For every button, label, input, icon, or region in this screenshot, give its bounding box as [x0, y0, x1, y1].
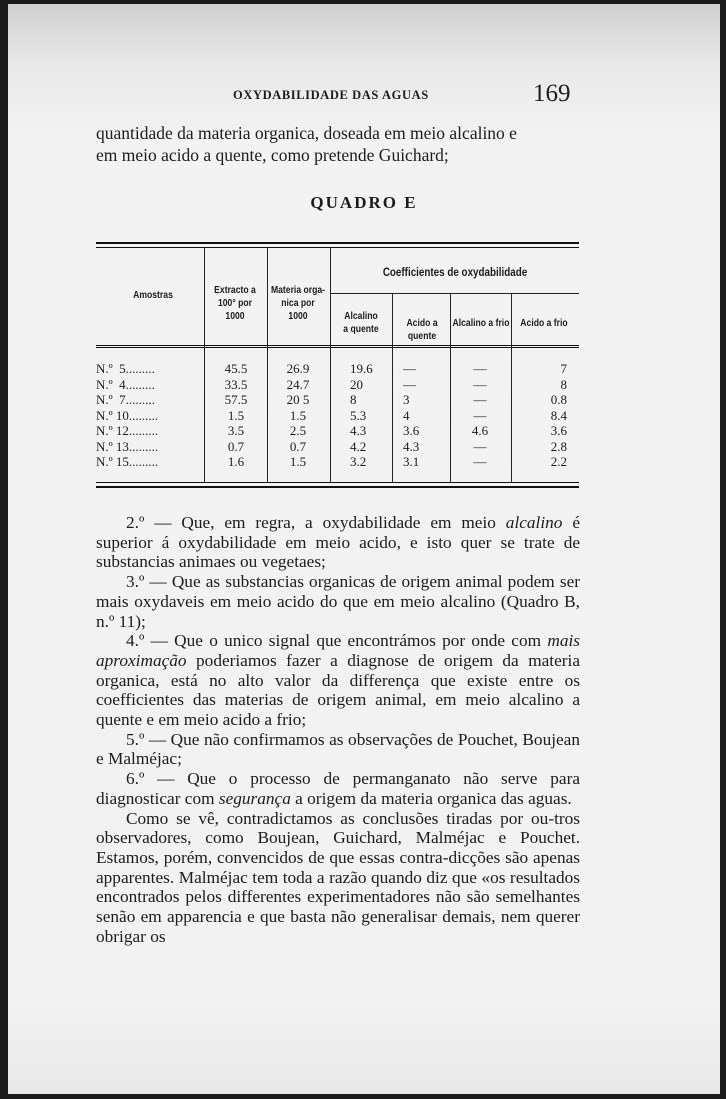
- cell-alcalino-quente: 4.3: [350, 423, 367, 438]
- cell-extracto: 1.6: [227, 454, 245, 469]
- column-alcalino-frio: [460, 361, 500, 470]
- header-coefficientes: Coefficientes de oxydabilidade: [382, 265, 528, 279]
- text-span: 6.º — Que o processo de permanganato não serve para: [126, 769, 580, 789]
- table-bottom-rule-thin: [96, 482, 579, 483]
- header-amostras: Amostras: [133, 289, 173, 301]
- table-header-rule: [96, 345, 579, 346]
- text-span: ser mais oxydaveis em meio acido do que em meio alcalino: [96, 572, 580, 611]
- cell-amostra: N.º 13.........: [96, 438, 159, 454]
- column-divider: [330, 248, 331, 482]
- cell-amostra: N.º 12.........: [96, 423, 159, 438]
- paragraph-5: [96, 730, 580, 769]
- text-span: diagnosticar com: [96, 788, 219, 808]
- cell-amostra: N.º 7.........: [96, 392, 155, 407]
- cell-extracto: 45.5: [224, 361, 248, 376]
- text-span: tros observadores, como Boujean, Guichard, Malméjac e: [96, 808, 580, 848]
- cell-materia: 26.9: [286, 361, 310, 376]
- column-acido-frio: [523, 361, 567, 470]
- cell-acido-frio: 3.6: [550, 423, 567, 438]
- cell-alcalino-frio: —: [473, 392, 487, 407]
- column-divider: [204, 248, 205, 482]
- cell-acido-quente: 3.1: [403, 454, 420, 469]
- text-span: é: [562, 513, 580, 532]
- column-materia: [278, 361, 318, 470]
- cell-materia: 2.5: [289, 423, 307, 438]
- cell-acido-frio: 7: [560, 361, 567, 376]
- running-title: OXYDABILIDADE DAS AGUAS: [233, 88, 429, 102]
- header-alcalino-quente-line2: a quente: [343, 323, 379, 335]
- text-span: Como se vê, contradictamos as conclusões tiradas por ou-: [126, 808, 555, 828]
- cell-materia: 1.5: [289, 407, 307, 423]
- table-header-rule-thin: [96, 347, 579, 348]
- table-top-rule: [96, 242, 579, 244]
- column-divider: [267, 248, 268, 482]
- cell-acido-quente: —: [403, 361, 416, 376]
- cell-amostra: N.º 5.........: [96, 361, 155, 376]
- text-span: materia organica, está no alto valor da differença que existe: [96, 650, 580, 690]
- header-alcalino-quente: [336, 310, 387, 336]
- column-acido-quente: [403, 361, 443, 470]
- header-materia: [271, 284, 325, 323]
- paragraph-2: [96, 513, 580, 572]
- cell-alcalino-quente: 8: [350, 392, 357, 407]
- cell-alcalino-quente: 3.2: [350, 454, 367, 469]
- cell-alcalino-quente: 5.3: [350, 407, 367, 423]
- text-span: a origem da materia organica: [290, 788, 497, 808]
- cell-materia: 0.7: [289, 438, 307, 454]
- cell-alcalino-frio: —: [473, 454, 487, 469]
- emphasis: alcalino: [505, 513, 563, 532]
- text-span: 4.º — Que o unico signal que encontrámos por onde com: [126, 631, 542, 651]
- text-span: superior á oxydabilidade em meio acido, e isto quer se trate: [96, 532, 555, 552]
- cell-amostra: N.º 10.........: [96, 407, 159, 423]
- column-extracto: [216, 361, 256, 470]
- cell-extracto: 57.5: [224, 392, 248, 407]
- cell-acido-frio: 2.2: [550, 454, 567, 469]
- cell-alcalino-quente: 20: [350, 376, 363, 392]
- cell-extracto: 1.5: [227, 407, 245, 423]
- header-acido-quente: Acido a quente: [406, 317, 438, 342]
- header-materia-line2: nica por 1000: [281, 297, 315, 322]
- cell-amostra: N.º 4.........: [96, 376, 155, 392]
- cell-alcalino-frio: 4.6: [471, 423, 489, 438]
- paragraph-6: [96, 769, 580, 808]
- header-materia-line1: Materia orga-: [270, 284, 326, 296]
- emphasis: segurança: [218, 788, 291, 808]
- table-top-rule-thin: [96, 247, 579, 248]
- cell-acido-frio: 2.8: [550, 438, 567, 454]
- column-divider: [511, 294, 512, 482]
- cell-extracto: 33.5: [224, 376, 248, 392]
- cell-alcalino-frio: —: [473, 407, 487, 423]
- text-span: 5.º — Que não confirmamos as observações de Pouchet,: [126, 729, 518, 749]
- paragraph-3: [96, 572, 580, 631]
- cell-acido-frio: 8: [560, 376, 567, 392]
- cell-acido-quente: 3: [403, 392, 410, 407]
- cell-alcalino-frio: —: [473, 438, 487, 454]
- text-span: experimentadores não são semelhantes senão em apparencia: [96, 887, 580, 927]
- header-extracto-line2: 100° por 1000: [217, 297, 253, 322]
- text-span: Pouchet. Estamos, porém, convencidos de que essas contra-: [96, 828, 581, 867]
- text-span: 3.º — Que as substancias organicas de origem animal podem: [126, 572, 555, 592]
- body-text: [96, 513, 580, 946]
- cell-extracto: 0.7: [227, 438, 245, 454]
- text-span: e que basta não generalisar demais, nem querer obrigar os: [96, 907, 580, 946]
- cell-acido-quente: 4.3: [403, 438, 420, 454]
- column-alcalino-quente: [350, 361, 390, 470]
- cell-extracto: 3.5: [227, 423, 245, 438]
- cell-materia: 24.7: [286, 376, 310, 392]
- cell-materia: 20 5: [286, 392, 310, 407]
- header-extracto: [208, 284, 262, 323]
- intro-paragraph: [96, 122, 576, 166]
- coefficient-header-rule: [330, 293, 579, 294]
- cell-materia: 1.5: [289, 454, 307, 469]
- cell-acido-quente: —: [403, 376, 416, 392]
- text-span: entre os coefficientes das materias de origem animal, em: [96, 670, 580, 710]
- cell-alcalino-frio: —: [473, 376, 487, 392]
- cell-alcalino-quente: 4.2: [350, 438, 367, 454]
- page-header: [8, 80, 720, 110]
- table-title: QUADRO E: [310, 193, 418, 212]
- column-amostras: [96, 361, 204, 470]
- cell-acido-frio: 0.8: [550, 392, 567, 407]
- text-span: das aguas.: [500, 788, 572, 808]
- page-number: 169: [533, 80, 571, 107]
- header-alcalino-frio: Alcalino a frio: [452, 317, 510, 329]
- emphasis: mais aproximação: [96, 631, 580, 670]
- header-acido-frio: Acido a frio: [520, 317, 568, 329]
- book-page: [8, 4, 720, 1094]
- table-bottom-rule: [96, 486, 579, 488]
- text-span: (Quadro B, n.º 11);: [96, 591, 581, 631]
- intro-line: quantidade da materia organica, doseada em meio alcalino e: [96, 123, 517, 143]
- cell-acido-quente: 3.6: [403, 423, 420, 438]
- text-span: poderiamos fazer a diagnose de origem da: [186, 650, 519, 670]
- cell-alcalino-frio: —: [473, 361, 487, 376]
- header-extracto-line1: Extracto a: [214, 284, 256, 296]
- header-alcalino-quente-line1: Alcalino: [344, 310, 378, 322]
- text-span: 2.º — Que, em regra, a oxydabilidade em meio: [126, 513, 506, 532]
- text-span: meio alcalino a quente e em meio acido a frio;: [96, 690, 581, 730]
- text-span: dicções são apenas apparentes. Malméjac tem toda a razão: [96, 847, 580, 887]
- cell-acido-frio: 8.4: [550, 407, 567, 423]
- cell-alcalino-quente: 19.6: [350, 361, 373, 376]
- cell-amostra: N.º 15.........: [96, 454, 159, 469]
- paragraph-7: [96, 809, 580, 947]
- text-span: Boujean e Malméjac;: [96, 729, 580, 769]
- text-span: quando diz que «os resultados encontrados pelos differentes: [96, 867, 581, 907]
- paragraph-4: [96, 631, 580, 730]
- cell-acido-quente: 4: [403, 407, 410, 423]
- intro-line: em meio acido a quente, como pretende Guichard;: [96, 145, 449, 165]
- text-span: de substancias animaes ou vegetaes;: [96, 532, 580, 572]
